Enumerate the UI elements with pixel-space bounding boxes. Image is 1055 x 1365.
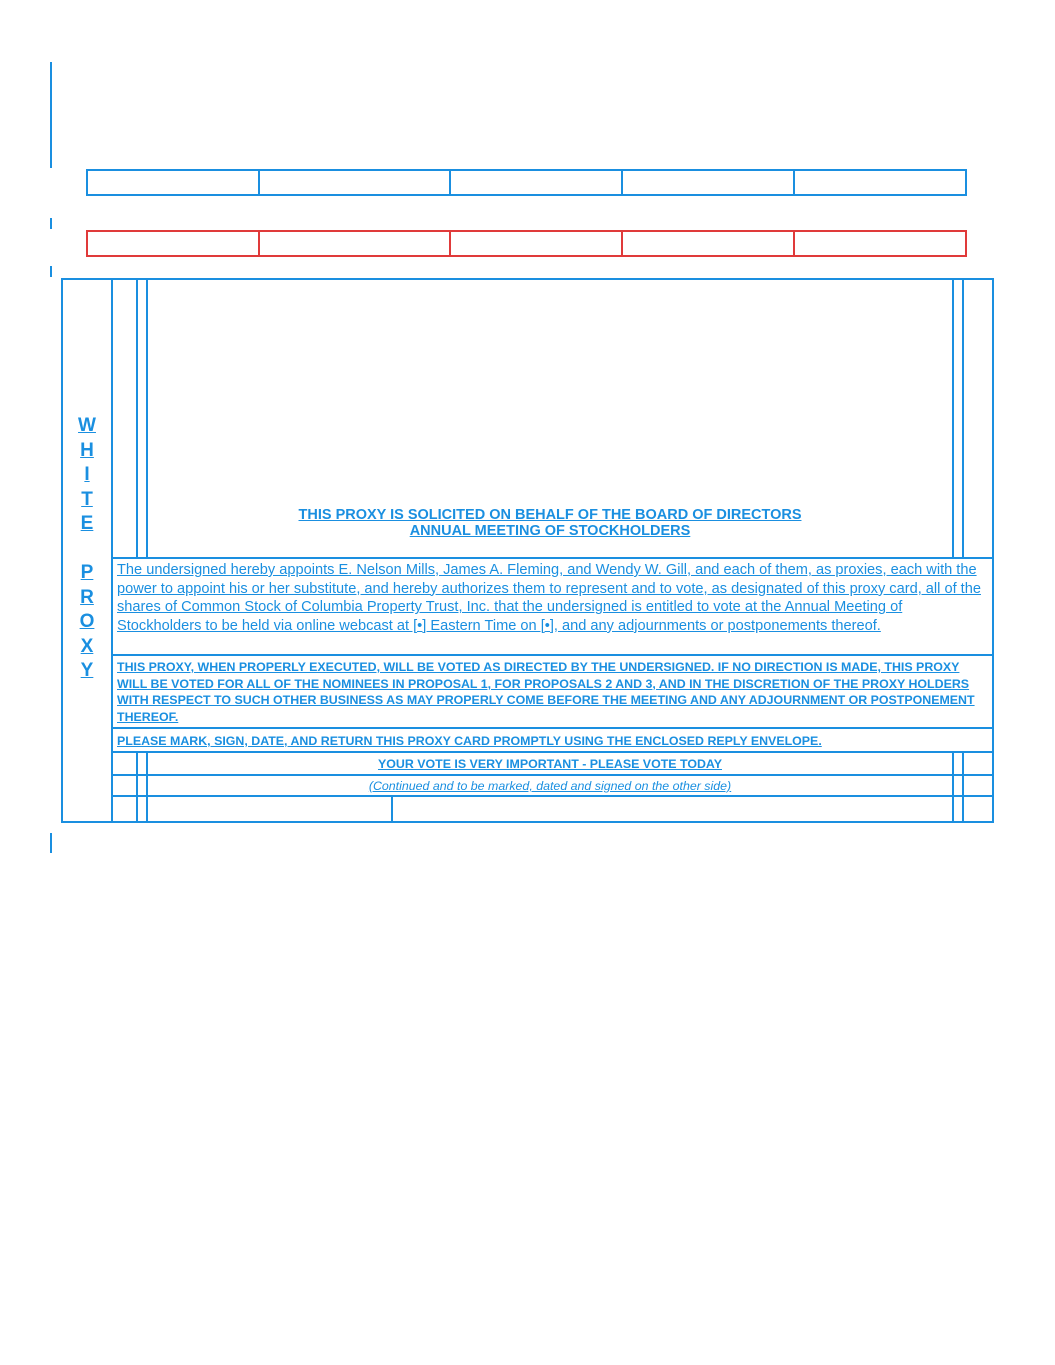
separator-vote-important (111, 774, 994, 776)
margin-mark-bottom (50, 833, 52, 853)
margin-mark-small-2 (50, 266, 52, 277)
heading-annual-meeting: ANNUAL MEETING OF STOCKHOLDERS (409, 523, 691, 539)
side-letter (63, 537, 111, 562)
side-letter: P (80, 562, 94, 583)
color-bar-cell (86, 169, 260, 196)
footer-rule-middle (391, 795, 393, 823)
color-bar-cell (793, 230, 967, 257)
card-heading (148, 507, 952, 539)
margin-mark-small-1 (50, 218, 52, 229)
separator-appointment (111, 654, 994, 656)
side-letter: I (84, 464, 90, 485)
side-letter: E (80, 513, 94, 534)
continued-note: (Continued and to be marked, dated and signed on the other side) (368, 779, 732, 793)
color-bar-cell (793, 169, 967, 196)
header-rule-left-a (136, 278, 138, 558)
appointment-text: The undersigned hereby appoints E. Nelson Mills, James A. Fleming, and Wendy W. Gill, and each of them, as proxies, each with the power to appoint his or her substitute, and hereby authorizes them to represent and to vote, as designated of this proxy card, all of the shares of Common Stock of Columbia Property Trust, Inc. that the undersigned is entitled to vote at the Annual Meeting of Stockholders to be held via online webcast at [•] Eastern Time on [•], and any adjournments or postponements thereof. (117, 562, 981, 634)
side-letter: X (80, 635, 94, 657)
side-letter: O (79, 611, 95, 632)
separator-voting (111, 727, 994, 729)
color-bar-red (86, 230, 969, 257)
side-label (63, 414, 111, 684)
color-bar-cell (449, 230, 623, 257)
header-rule-right-a (952, 278, 954, 558)
header-rule-right-b (962, 278, 964, 558)
side-letter: Y (80, 660, 94, 681)
footer-rule-left-a (136, 751, 138, 823)
footer-rule-right-a (952, 751, 954, 823)
side-letter: T (81, 488, 93, 510)
separator-header (111, 557, 994, 559)
side-letter: R (80, 586, 94, 608)
color-bar-blue (86, 169, 969, 196)
side-letter: W (78, 415, 96, 436)
separator-continued (111, 795, 994, 797)
margin-mark-top (50, 62, 52, 168)
voting-direction-text: THIS PROXY, WHEN PROPERLY EXECUTED, WILL BE VOTED AS DIRECTED BY THE UNDERSIGNED. IF NO DIRECTION IS MADE, THIS PROXY WILL BE VOTED FOR ALL OF THE NOMINEES IN PROPOSAL 1, FOR PROPOSALS 2 AND 3, AND IN THE DISCRETION OF THE PROXY HOLDERS WITH RESPECT TO SUCH OTHER BUSINESS AS MAY PROPERLY COME BEFORE THE MEETING AND ANY ADJOURNMENT OR POSTPONEMENT THEREOF. (117, 660, 975, 724)
return-instruction: PLEASE MARK, SIGN, DATE, AND RETURN THIS PROXY CARD PROMPTLY USING THE ENCLOSED REPLY ENVELOPE. (117, 734, 822, 748)
color-bar-cell (621, 230, 795, 257)
separator-return (111, 751, 994, 753)
heading-solicited: THIS PROXY IS SOLICITED ON BEHALF OF THE BOARD OF DIRECTORS (298, 507, 802, 523)
vote-important-text: YOUR VOTE IS VERY IMPORTANT - PLEASE VOTE TODAY (377, 757, 722, 771)
color-bar-cell (86, 230, 260, 257)
color-bar-cell (258, 230, 451, 257)
color-bar-cell (621, 169, 795, 196)
color-bar-cell (449, 169, 623, 196)
side-letter: H (80, 439, 94, 461)
color-bar-cell (258, 169, 451, 196)
side-column-divider (111, 278, 113, 823)
footer-rule-right-b (962, 751, 964, 823)
